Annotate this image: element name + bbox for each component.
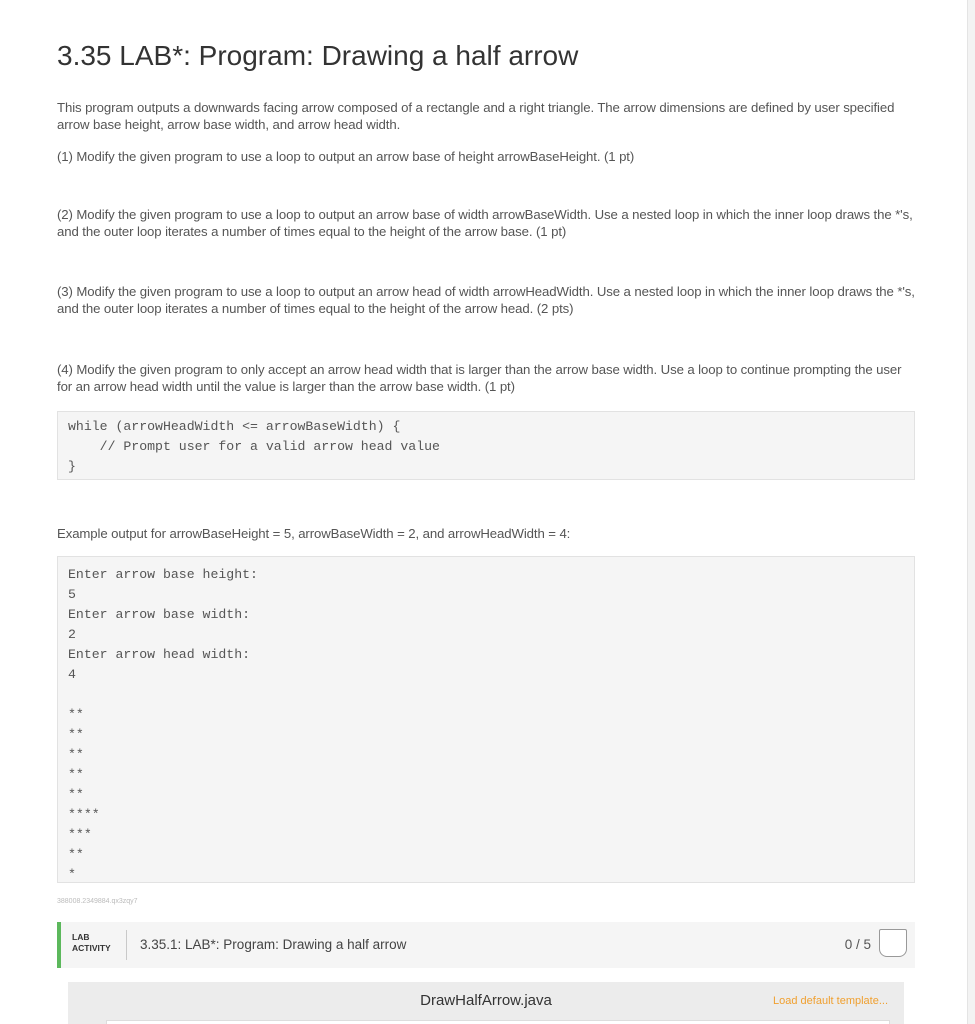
output-line bbox=[68, 685, 904, 705]
output-line: 2 bbox=[68, 627, 76, 642]
step-3: (3) Modify the given program to use a loop to output an arrow head of width arrowHeadWidth. Use a nested loop in which the inner loop draws the *'s, and the outer loop iterates a number of times equal to the height of the arrow head. (2 pts) bbox=[57, 284, 915, 316]
lab-tag-line1: LAB bbox=[72, 932, 90, 942]
output-line: **** bbox=[68, 807, 100, 822]
output-line: Enter arrow base height: bbox=[68, 567, 258, 582]
output-line: 5 bbox=[68, 587, 76, 602]
load-default-template-link[interactable]: Load default template... bbox=[773, 995, 888, 1007]
example-label: Example output for arrowBaseHeight = 5, arrowBaseWidth = 2, and arrowHeadWidth = 4: bbox=[57, 526, 571, 541]
step-4: (4) Modify the given program to only accept an arrow head width that is larger than the arrow base width. Use a loop to continue prompting the user for an arrow head width until the value is larger than the arrow base width. (1 pt) bbox=[57, 362, 902, 394]
step-2: (2) Modify the given program to use a loop to output an arrow base of width arrowBaseWidth. Use a nested loop in which the inner loop draws the *'s, and the outer loop iterates a number of times equal to the height of the arrow base. (1 pt) bbox=[57, 207, 913, 239]
output-line: 4 bbox=[68, 667, 76, 682]
step-1: (1) Modify the given program to use a loop to output an arrow base of height arrowBaseHeight. (1 pt) bbox=[57, 149, 635, 164]
output-line: *** bbox=[68, 827, 92, 842]
code-snippet bbox=[57, 411, 915, 480]
output-line: ** bbox=[68, 847, 84, 862]
editor-filename: DrawHalfArrow.java bbox=[420, 992, 552, 1009]
output-line: ** bbox=[68, 767, 84, 782]
code-editor-header bbox=[68, 982, 904, 1024]
output-line: ** bbox=[68, 787, 84, 802]
code-line: while (arrowHeadWidth <= arrowBaseWidth) { bbox=[68, 419, 401, 434]
divider bbox=[126, 930, 127, 960]
example-output bbox=[57, 556, 915, 883]
lab-activity-header bbox=[57, 922, 915, 968]
code-line: } bbox=[68, 459, 76, 474]
code-line: // Prompt user for a valid arrow head value bbox=[68, 439, 440, 454]
intro-paragraph: This program outputs a downwards facing arrow composed of a rectangle and a right triangle. The arrow dimensions are defined by user specified arrow base height, arrow base width, and arrow head width. bbox=[57, 100, 895, 132]
page-scrollbar[interactable] bbox=[967, 0, 975, 1024]
code-editor[interactable] bbox=[106, 1020, 890, 1024]
lab-score: 0 / 5 bbox=[844, 937, 871, 952]
output-line: * bbox=[68, 867, 76, 882]
page-title: 3.35 LAB*: Program: Drawing a half arrow bbox=[57, 40, 579, 71]
output-line: Enter arrow base width: bbox=[68, 607, 251, 622]
tracking-id: 388008.2349884.qx3zqy7 bbox=[57, 898, 138, 905]
output-line: ** bbox=[68, 747, 84, 762]
output-line: ** bbox=[68, 707, 84, 722]
completion-badge-icon bbox=[879, 929, 907, 957]
lab-tag-line2: ACTIVITY bbox=[72, 943, 111, 953]
output-line: Enter arrow head width: bbox=[68, 647, 251, 662]
output-line: ** bbox=[68, 727, 84, 742]
lab-activity-title: 3.35.1: LAB*: Program: Drawing a half arrow bbox=[140, 937, 407, 952]
lab-activity-tag bbox=[72, 932, 111, 954]
